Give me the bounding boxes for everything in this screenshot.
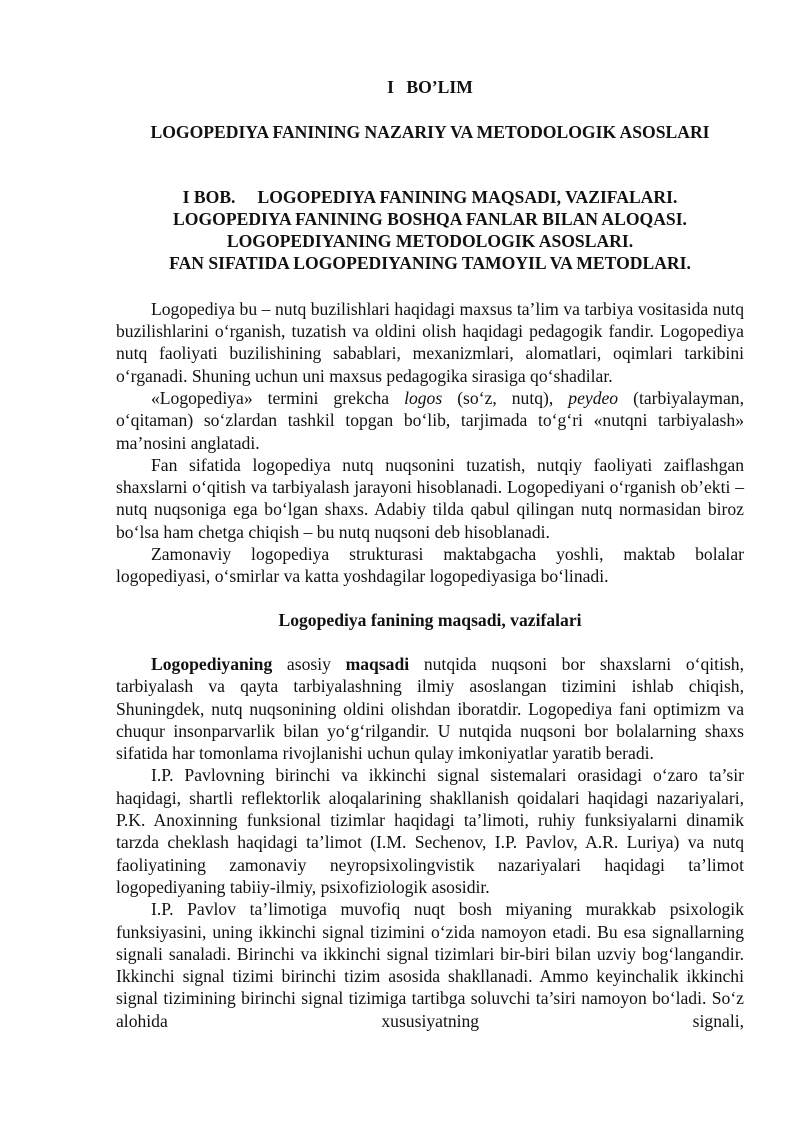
paragraph-pavlov: I.P. Pavlov ta’limotiga muvofiq nuqt bosh miyaning murakkab psixologik funksiyasini, uning ikkinchi signal tizimini o‘zida namoyon etadi. Bu esa signallarning signali sanaladi. Birinchi va ikkinchi signal tizimlari bir-biri bilan uzviy bog‘langandir. Ikkinchi signal tizimi birinchi tizim asosida shakllanadi. Ammo keyinchalik ikkinchi signal tizimining birinchi signal tizimiga tartibga soluvchi ta’siri namoyon bo‘ladi. So‘z alohida xususiyatning signali, — [116, 899, 744, 1031]
etymology-text-c: (tarbiyalayman, o‘qitaman) so‘zlardan tashkil topgan bo‘lib, tarjimada to‘g‘ri «nutqni tarbiyalash» ma’nosini anglatadi. — [116, 387, 744, 453]
chapter-title-line-4: FAN SIFATIDA LOGOPEDIYANING TAMOYIL VA METODLARI. — [169, 253, 691, 274]
goal-bold-term-2: maqsadi — [345, 653, 410, 674]
goal-text-a: asosiy — [272, 653, 346, 674]
chapter-title-line-1: LOGOPEDIYA FANINING MAQSADI, VAZIFALARI. — [257, 186, 678, 207]
etymology-text-b: (so‘z, nutq), — [442, 387, 569, 408]
goal-bold-term-1: Logopediyaning — [151, 653, 273, 674]
term-peydeo: peydeo — [568, 387, 619, 408]
etymology-text-a: «Logopediya» termini grekcha — [151, 387, 405, 408]
paragraph-science: Fan sifatida logopediya nutq nuqsonini tuzatish, nutqiy faoliyati zaiflashgan shaxslarni o‘qitish va tarbiyalash jarayoni hisoblanadi. Logopediyani o‘rganish ob’ekti – nutq nuqsoniga ega bo‘lgan shaxs. Adabiy tilda qabul qilingan nutq normasidan biroz bo‘lsa ham chetga chiqish – bu nutq nuqsoni deb hisoblanadi. — [116, 454, 744, 542]
paragraph-goal — [116, 653, 744, 764]
chapter-title-line-2: LOGOPEDIYA FANINING BOSHQA FANLAR BILAN ALOQASI. — [173, 208, 687, 229]
section-title: LOGOPEDIYA FANINING NAZARIY VA METODOLOGIK ASOSLARI — [150, 122, 710, 143]
part-title: I BO’LIM — [387, 77, 473, 97]
paragraph-definition: Logopediya bu – nutq buzilishlari haqidagi maxsus ta’lim va tarbiya vositasida nutq buzilishlarini o‘rganish, tuzatish va oldini olish haqidagi pedagogik fandir. Logopediya nutq faoliyati buzilishining sabablari, mexanizmlari, alomatlari, oqimlari tarkibini o‘rganadi. Shuning uchun uni maxsus pedagogika sirasiga qo‘shadilar. — [116, 298, 744, 386]
paragraph-foundations: I.P. Pavlovning birinchi va ikkinchi signal sistemalari orasidagi o‘zaro ta’sir haqidagi, shartli reflektorlik aloqalarining shakllanish qoidalari haqidagi nazariyalari, P.K. Anoxinning funksional tizimlar haqidagi ta’limoti, ruhiy funksiyalarni dinamik tarzda cheklash haqidagi ta’limot (I.M. Sechenov, I.P. Pavlov, A.R. Luriya) va nutq faoliyatining zamonaviy neyropsixolingvistik nazariyalari haqidagi ta’limot logopediyaning tabiiy-ilmiy, psixofiziologik asosidir. — [116, 765, 744, 897]
paragraph-structure: Zamonaviy logopediya strukturasi maktabgacha yoshli, maktab bolalar logopediyasi, o‘smirlar va katta yoshdagilar logopediyasiga bo‘linadi. — [116, 544, 744, 587]
chapter-heading — [116, 186, 744, 275]
term-logos: logos — [404, 387, 443, 408]
chapter-label: I BOB. — [182, 186, 236, 207]
chapter-title-line-3: LOGOPEDIYANING METODOLOGIK ASOSLARI. — [226, 231, 634, 252]
goal-text-b: nutqida nuqsoni bor shaxslarni o‘qitish, tarbiyalash va qayta tarbiyalashning ilmiy asoslangan tizimini ishlab chiqish, Shuningdek, nutq nuqsonining oldini olishdan iboratdir. Logopediya fani optimizm va chuqur insonparvarlik bilan yo‘g‘rilgandir. U nutqida nuqsoni bor bolalarning shaxs sifatida har tomonlama rivojlanishi uchun qulay imkoniyatlar yaratib beradi. — [116, 653, 744, 764]
paragraph-etymology — [116, 387, 744, 454]
subsection-title: Logopediya fanining maqsadi, vazifalari — [278, 609, 582, 630]
chapter-heading-line-1 — [116, 186, 744, 208]
